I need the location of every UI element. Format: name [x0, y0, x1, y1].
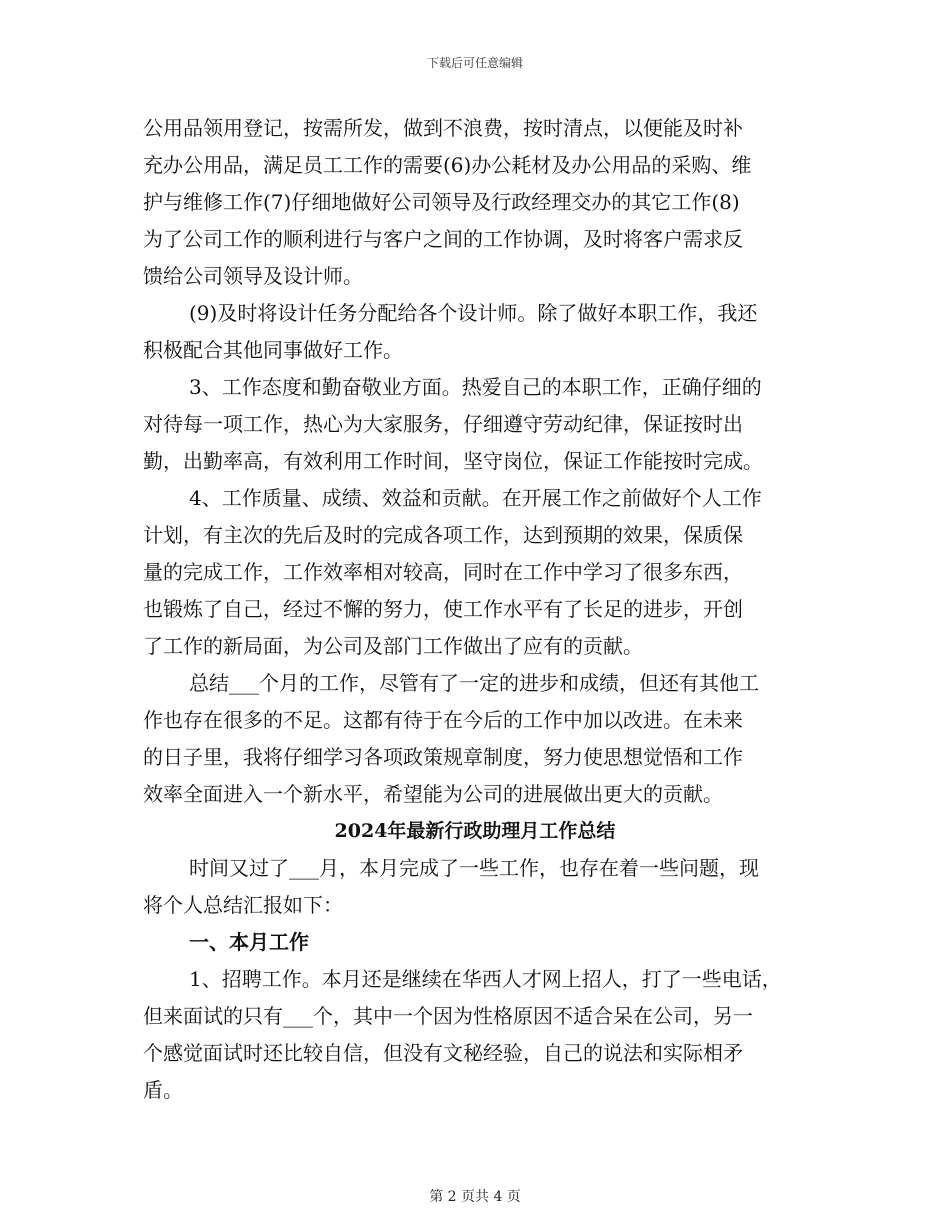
paragraph-line: 对待每一项工作，热心为大家服务，仔细遵守劳动纪律，保证按时出 [143, 412, 743, 436]
paragraph-line: 为了公司工作的顺利进行与客户之间的工作协调，及时将客户需求反 [143, 227, 743, 251]
paragraph-line: 盾。 [143, 1078, 183, 1102]
paragraph-line: 4、工作质量、成绩、效益和贡献。在开展工作之前做好个人工作 [189, 486, 762, 510]
subsection-heading: 一、本月工作 [189, 930, 309, 954]
paragraph-line: 馈给公司领导及设计师。 [143, 264, 363, 288]
paragraph-line: 积极配合其他同事做好工作。 [143, 338, 403, 362]
paragraph-line: 但来面试的只有___个，其中一个因为性格原因不适合呆在公司，另一 [143, 1004, 753, 1028]
paragraph-line: 公用品领用登记，按需所发，做到不浪费，按时清点，以便能及时补 [143, 116, 743, 140]
paragraph-line: 效率全面进入一个新水平，希望能为公司的进展做出更大的贡献。 [143, 782, 723, 806]
paragraph-line: 也锻炼了自己，经过不懈的努力，使工作水平有了长足的进步，开创 [143, 597, 743, 621]
paragraph-line: 了工作的新局面，为公司及部门工作做出了应有的贡献。 [143, 634, 643, 658]
paragraph-line: 计划，有主次的先后及时的完成各项工作，达到预期的效果，保质保 [143, 523, 743, 547]
paragraph-line: 时间又过了___月，本月完成了一些工作，也存在着一些问题，现 [189, 856, 759, 880]
section-title: 2024年最新行政助理月工作总结 [334, 820, 616, 842]
paragraph-line: 总结___个月的工作，尽管有了一定的进步和成绩，但还有其他工 [189, 671, 759, 695]
paragraph-line: 勤，出勤率高，有效利用工作时间，坚守岗位，保证工作能按时完成。 [143, 449, 763, 473]
paragraph-line: 作也存在很多的不足。这都有待于在今后的工作中加以改进。在未来 [143, 708, 743, 732]
paragraph-line: 护与维修工作(7)仔细地做好公司领导及行政经理交办的其它工作(8) [143, 190, 740, 214]
paragraph-line: 充办公用品，满足员工工作的需要(6)办公耗材及办公用品的采购、维 [143, 153, 752, 177]
paragraph-line: 个感觉面试时还比较自信，但没有文秘经验，自己的说法和实际相矛 [143, 1041, 743, 1065]
paragraph-line: 3、工作态度和勤奋敬业方面。热爱自己的本职工作，正确仔细的 [189, 375, 762, 399]
page-header: 下载后可任意编辑 [426, 56, 523, 70]
paragraph-line: 1、招聘工作。本月还是继续在华西人才网上招人，打了一些电话， [189, 967, 782, 991]
paragraph-line: 的日子里，我将仔细学习各项政策规章制度，努力使思想觉悟和工作 [143, 745, 743, 769]
paragraph-line: 量的完成工作，工作效率相对较高，同时在工作中学习了很多东西， [143, 560, 743, 584]
page-footer: 第 2 页共 4 页 [429, 1189, 521, 1205]
paragraph-line: (9)及时将设计任务分配给各个设计师。除了做好本职工作，我还 [189, 301, 758, 325]
paragraph-line: 将个人总结汇报如下： [143, 893, 343, 917]
